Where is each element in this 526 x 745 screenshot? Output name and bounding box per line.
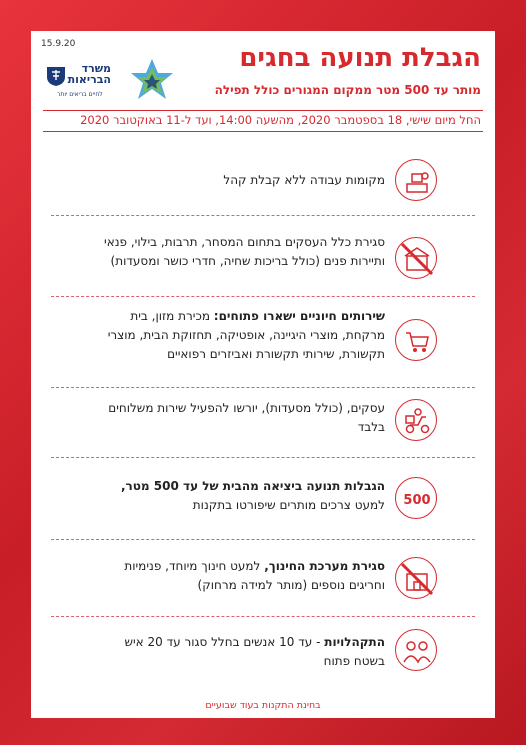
divider [43,110,483,111]
svg-text:500: 500 [403,493,431,508]
divider [51,616,475,617]
500m-location-icon [395,477,437,519]
divider [51,457,475,458]
item-text: סגירת מערכת החינוך, למעט חינוך מיוחד, פנימיות וחריגים נוספים (מותר למידה מרחוק) [124,559,385,592]
divider [51,387,475,388]
gathering-people-icon [395,629,437,671]
closed-business-icon [395,237,437,279]
flyer-card [31,31,495,718]
ministry-of-health-logo [45,55,115,99]
divider [43,131,483,132]
divider [51,215,475,216]
item-text: מקומות עבודה ללא קבלת קהל [223,173,385,187]
item-text: התקהלויות - עד 10 אנשים בחלל סגור עד 20 איש בשטח פתוח [124,635,385,668]
page-subtitle: מותר עד 500 מטר ממקום המגורים כולל תפילה [214,83,481,97]
footer-note: בחינת התקנות בעוד שבועיים [205,700,321,711]
office-workplace-icon [395,159,437,201]
item-text: הגבלות תנועה ביציאה מהבית של עד 500 מטר, למעט צרכים מותרים שיפורטו בתקנות [121,479,385,512]
divider [51,539,475,540]
emblem-icon [45,65,67,87]
item-text: סגירת כלל העסקים בתחום המסחר, תרבות, בילוי, פנאי ותיירות פנים (כולל בריכות שחיה, חדרי כושר ומסעדות) [104,235,385,268]
effective-dates: החל מיום שישי, 18 בספטמבר 2020, מהשעה 14:00, ועד ל-11 באוקטובר 2020 [80,113,481,127]
ministry-name: משרד הבריאות [67,62,111,86]
publish-date: 15.9.20 [41,39,76,49]
item-text: שירותים חיוניים ישארו פתוחים: מכירת מזון, בית מרקחת, מוצרי היגיינה, אופטיקה, תחזוקת הבית, מוצרי תקשורת, שירותי תקשורת ואביזרים רפואיים [107,309,385,361]
shopping-cart-icon [395,319,437,361]
delivery-scooter-icon [395,399,437,441]
divider [51,296,475,297]
page-title: הגבלת תנועה בחגים [239,43,481,73]
item-text: עסקים, (כולל מסעדות), יורשו להפעיל שירות משלוחים בלבד [108,401,385,434]
closed-school-icon [395,557,437,599]
star-of-life-icon [127,57,177,103]
ministry-tagline: לחיים בריאים יותר [57,91,103,98]
